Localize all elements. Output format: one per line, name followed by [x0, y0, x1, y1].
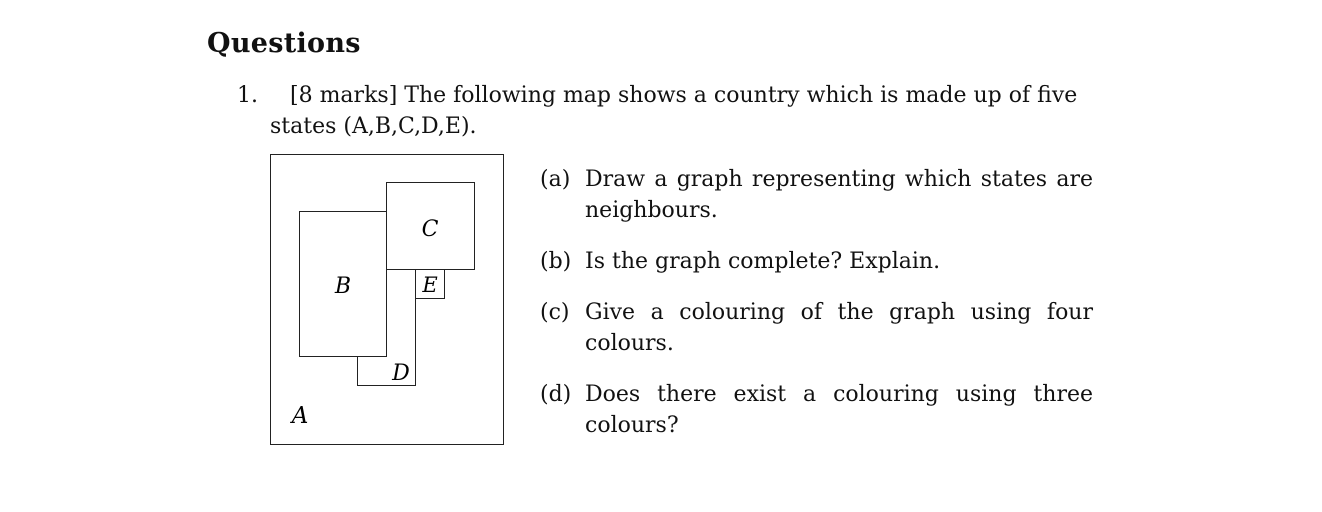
question-parts	[540, 164, 1093, 441]
question-number: 1.	[237, 83, 258, 108]
state-e-label: E	[422, 273, 438, 297]
state-b-label: B	[334, 274, 352, 299]
part-a	[540, 164, 1093, 226]
question-text-line-2: states (A,B,C,D,E).	[270, 114, 477, 139]
part-a-label: (a)	[540, 167, 571, 192]
part-c-label: (c)	[540, 300, 570, 325]
question-text-line-1: [8 marks] The following map shows a country which is made up of five	[290, 83, 1078, 108]
state-a-label: A	[291, 403, 309, 429]
part-d-label: (d)	[540, 382, 572, 407]
section-heading: Questions	[207, 28, 361, 59]
part-c	[540, 297, 1093, 359]
country-map-drawing	[270, 154, 504, 445]
part-b-label: (b)	[540, 249, 572, 274]
part-d	[540, 379, 1093, 441]
part-a-text: Draw a graph representing which states are neighbours.	[585, 167, 1093, 223]
part-b-text: Is the graph complete? Explain.	[585, 249, 941, 274]
state-c-label: C	[421, 217, 439, 242]
country-map	[270, 154, 504, 445]
part-d-text: Does there exist a colouring using three colours?	[585, 382, 1093, 438]
state-d-label: D	[392, 361, 410, 386]
part-b	[540, 246, 1093, 277]
part-c-text: Give a colouring of the graph using four colours.	[585, 300, 1093, 356]
